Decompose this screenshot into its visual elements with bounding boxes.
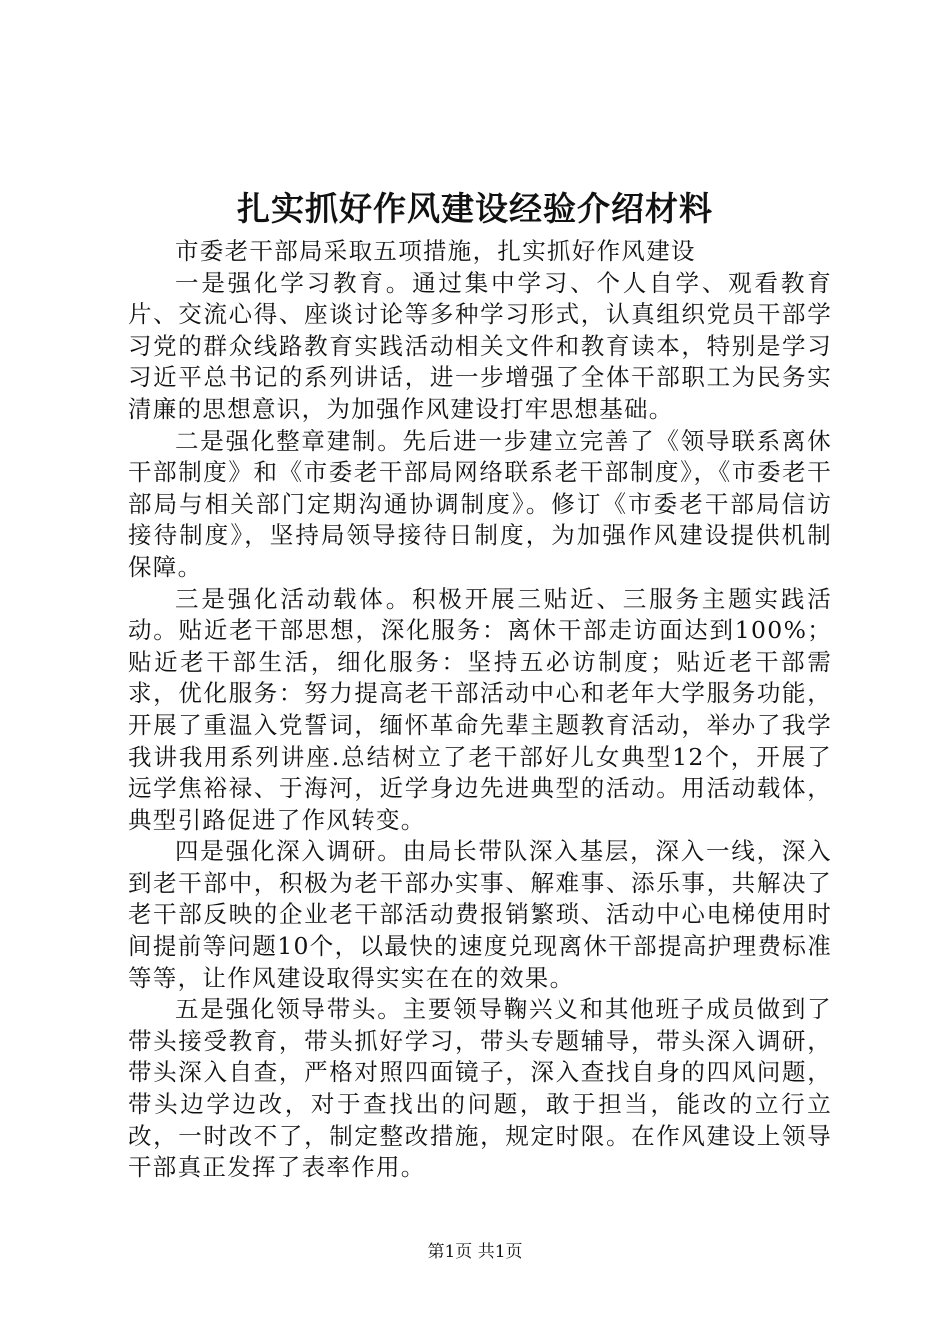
paragraph-rules-system: 二是强化整章建制。先后进一步建立完善了《领导联系离休干部制度》和《市委老干部局网络联系老干部制度》，《市委老干部局与相关部门定期沟通协调制度》。修订《市委老干部局信访接待制度》，坚持局领导接待日制度，为加强作风建设提供机制保障。 [128, 426, 832, 581]
document-title: 扎实抓好作风建设经验介绍材料 [237, 189, 713, 228]
paragraph-study-education: 一是强化学习教育。通过集中学习、个人自学、观看教育片、交流心得、座谈讨论等多种学习形式，认真组织党员干部学习党的群众线路教育实践活动相关文件和教育读本，特别是学习习近平总书记的系列讲话，进一步增强了全体干部职工为民务实清廉的思想意识，为加强作风建设打牢思想基础。 [128, 268, 832, 423]
page-total: 共1页 [477, 1242, 523, 1262]
paragraph-leadership-example: 五是强化领导带头。主要领导鞠兴义和其他班子成员做到了带头接受教育，带头抓好学习，带头专题辅导，带头深入调研，带头深入自查，严格对照四面镜子，深入查找自身的四风问题，带头边学边改，对于查找出的问题，敢于担当，能改的立行立改，一时改不了，制定整改措施，规定时限。在作风建设上领导干部真正发挥了表率作用。 [128, 995, 832, 1182]
document-body [128, 236, 832, 1184]
paragraph-field-research: 四是强化深入调研。由局长带队深入基层，深入一线，深入到老干部中，积极为老干部办实事、解难事、添乐事，共解决了老干部反映的企业老干部活动费报销繁琐、活动中心电梯使用时间提前等问题10个，以最快的速度兑现离休干部提高护理费标准等等，让作风建设取得实实在在的效果。 [128, 837, 832, 992]
paragraph-activity-carrier: 三是强化活动载体。积极开展三贴近、三服务主题实践活动。贴近老干部思想，深化服务：离休干部走访面达到100%；贴近老干部生活，细化服务：坚持五必访制度；贴近老干部需求，优化服务：努力提高老干部活动中心和老年大学服务功能，开展了重温入党誓词，缅怀革命先辈主题教育活动，举办了我学我讲我用系列讲座.总结树立了老干部好儿女典型12个，开展了远学焦裕禄、于海河，近学身边先进典型的活动。用活动载体，典型引路促进了作风转变。 [128, 584, 832, 834]
intro-paragraph: 市委老干部局采取五项措施，扎实抓好作风建设 [175, 237, 696, 265]
page-number: 第1页 [427, 1242, 473, 1262]
page-footer [0, 1240, 950, 1264]
